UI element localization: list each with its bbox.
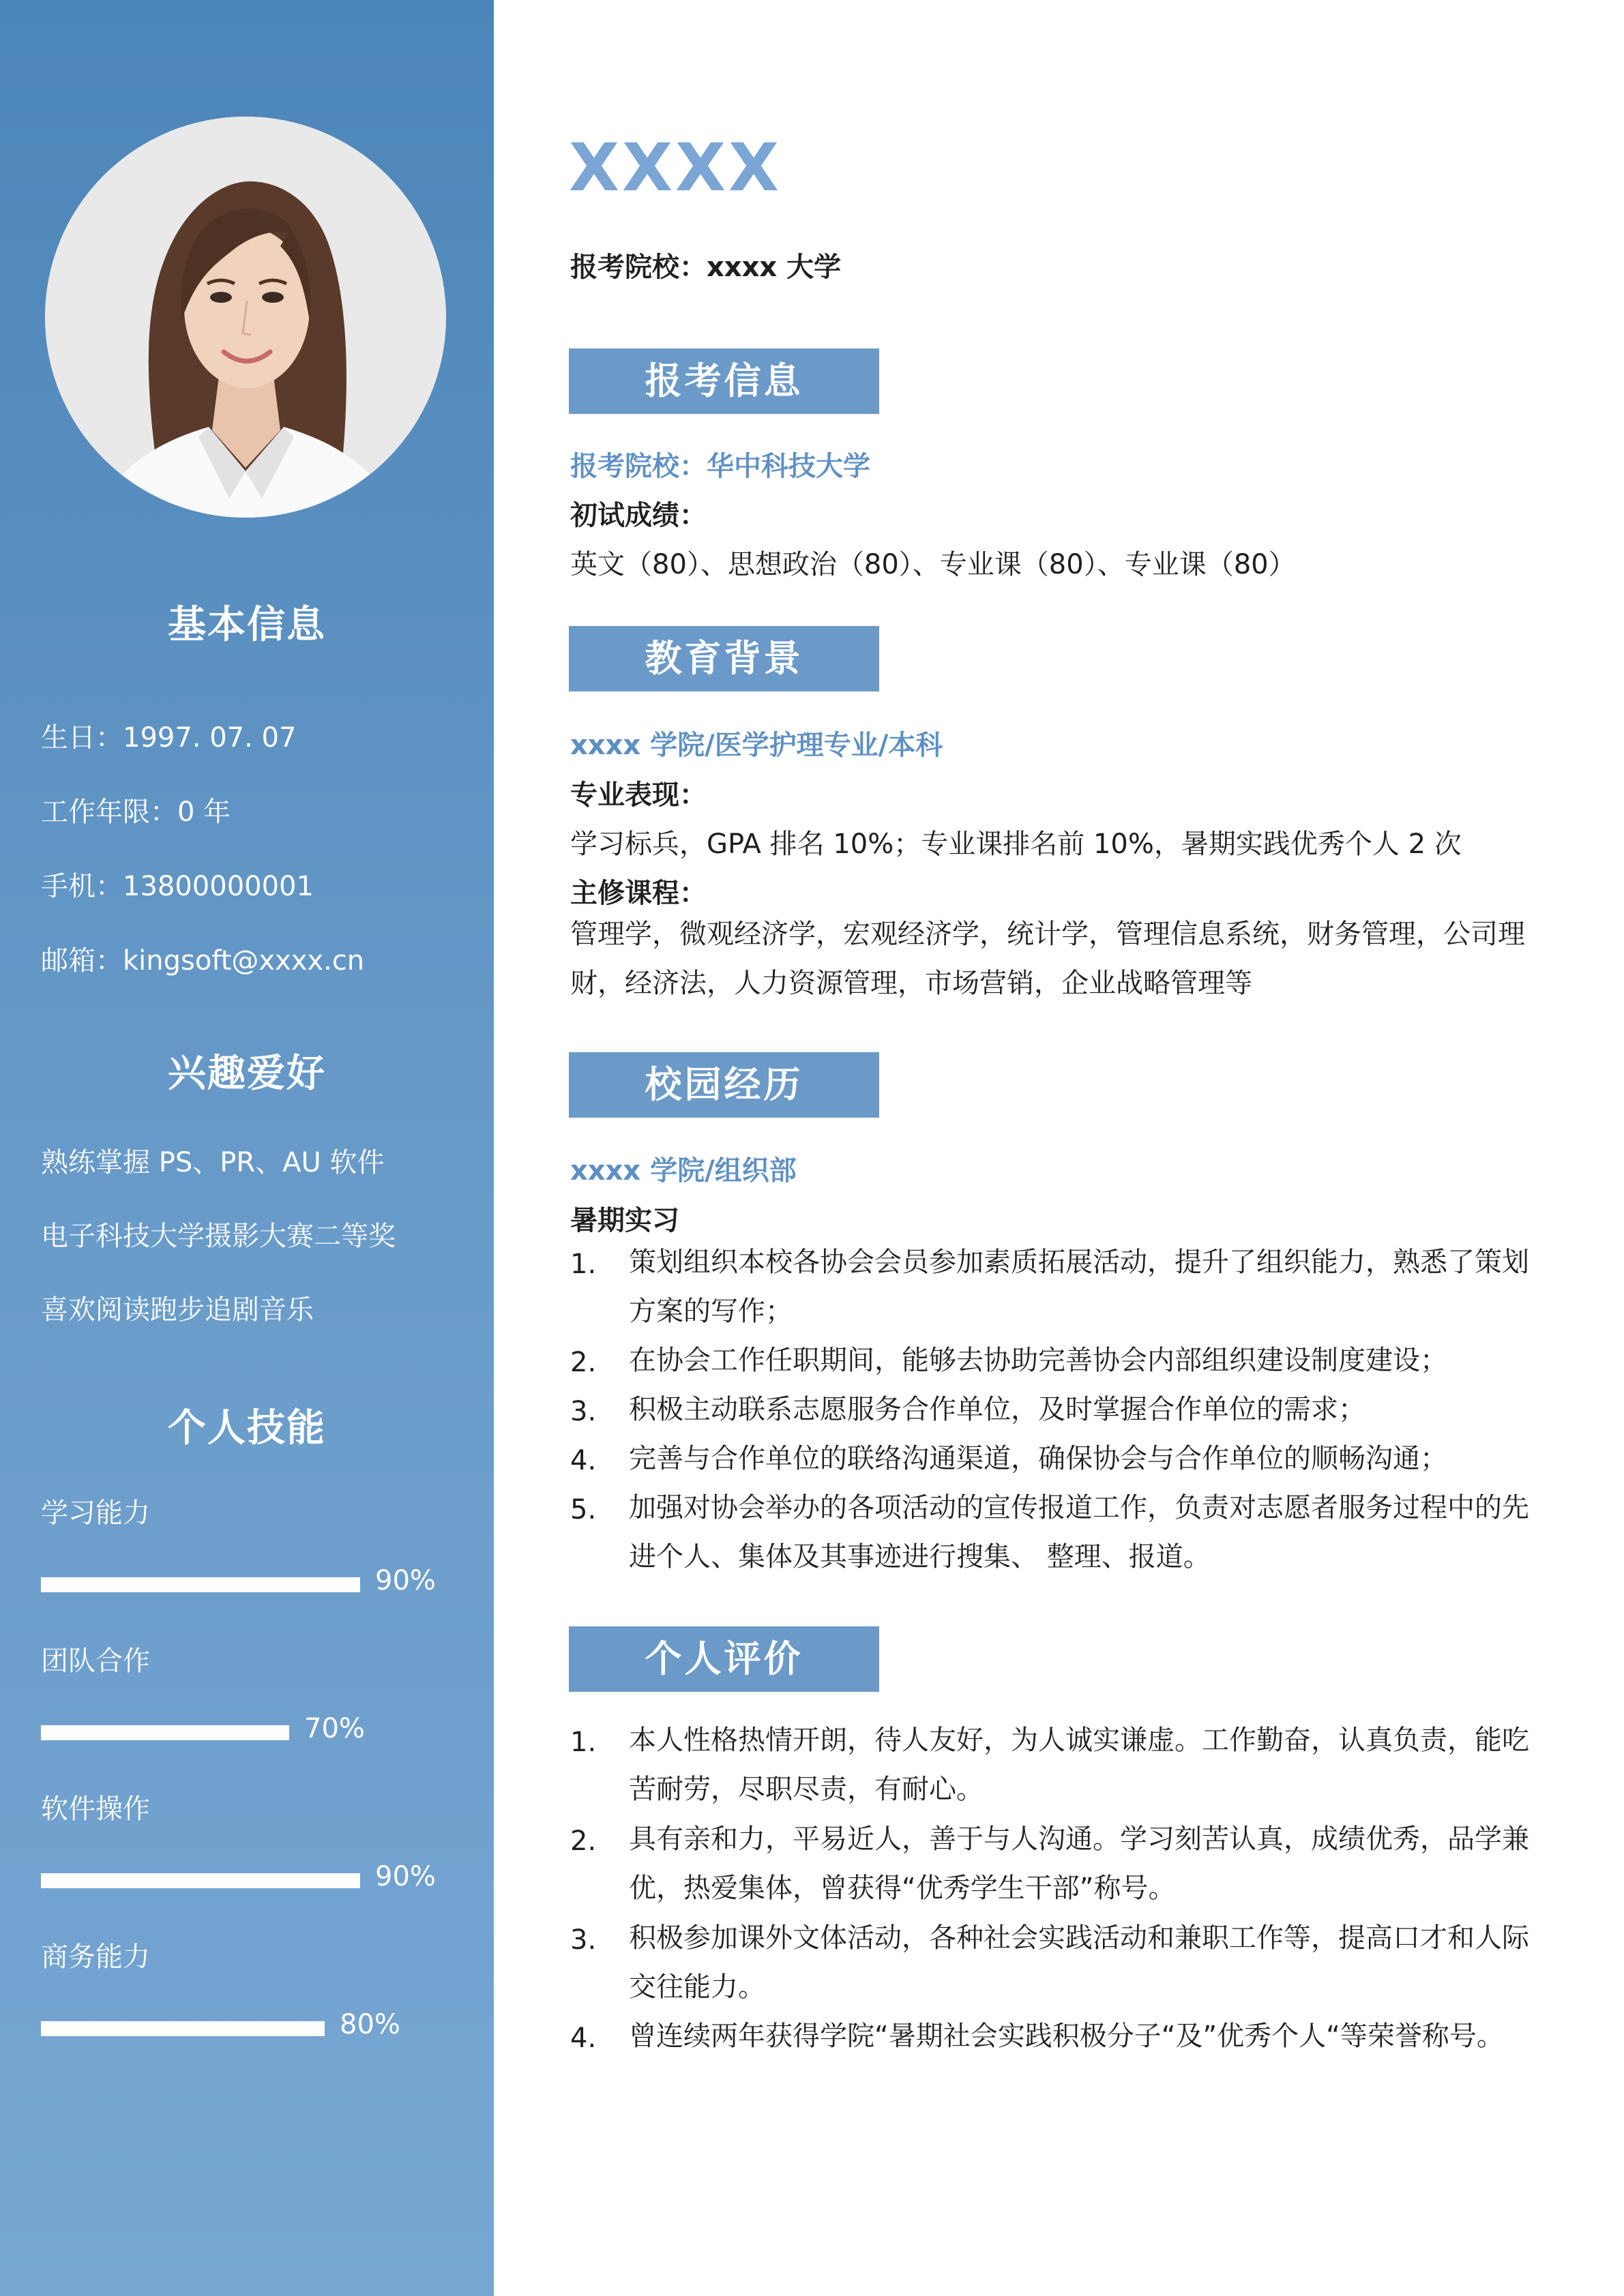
skill-label: 软件操作 <box>41 1793 150 1825</box>
skill-label: 团队合作 <box>41 1645 150 1677</box>
hobby-item: 喜欢阅读跑步追剧音乐 <box>41 1294 314 1326</box>
basic-info-heading: 基本信息 <box>168 603 326 647</box>
list-number: 1. <box>570 1249 597 1280</box>
skills-heading: 个人技能 <box>168 1406 326 1450</box>
profile-photo <box>45 117 446 518</box>
list-number: 4. <box>570 1445 597 1476</box>
list-number: 1. <box>570 1727 597 1758</box>
skill-label: 商务能力 <box>41 1941 150 1973</box>
list-item: 积极主动联系志愿服务合作单位，及时掌握合作单位的需求； <box>629 1394 1365 1425</box>
exam-school: 报考院校：华中科技大学 <box>570 451 870 482</box>
list-item: 加强对协会举办的各项活动的宣传报道工作，负责对志愿者服务过程中的先进个人、集体及其事迹进行搜集、 整理、报道。 <box>629 1492 1529 1572</box>
list-item: 曾连续两年获得学院“暑期社会实践积极分子“及”优秀个人“等荣誉称号。 <box>629 2021 1504 2052</box>
campus-heading: 校园经历 <box>569 1052 879 1118</box>
skill-bar <box>41 1873 360 1888</box>
performance-text: 学习标兵，GPA 排名 10%；专业课排名前 10%，暑期实践优秀个人 2 次 <box>570 829 1462 860</box>
list-item: 完善与合作单位的联络沟通渠道，确保协会与合作单位的顺畅沟通； <box>629 1443 1447 1474</box>
skill-percent: 70% <box>304 1713 365 1744</box>
list-number: 4. <box>570 2023 597 2054</box>
score-label: 初试成绩： <box>570 500 707 531</box>
skill-bar <box>41 2021 325 2036</box>
phone-text: 手机：13800000001 <box>41 871 314 902</box>
email-text: 邮箱：kingsoft@xxxx.cn <box>41 945 365 976</box>
skill-percent: 90% <box>375 1861 436 1892</box>
education-subtitle: xxxx 学院/医学护理专业/本科 <box>570 730 943 761</box>
portrait-photo-icon <box>45 117 446 518</box>
skill-bar <box>41 1577 360 1592</box>
target-school-value: xxxx 大学 <box>707 252 842 283</box>
list-item: 具有亲和力，平易近人，善于与人沟通。学习刻苦认真，成绩优秀，品学兼优，热爱集体，曾获得“优秀学生干部”称号。 <box>629 1823 1529 1904</box>
sidebar <box>0 0 494 2296</box>
exam-info-heading: 报考信息 <box>569 348 879 414</box>
list-number: 2. <box>570 1347 597 1378</box>
skill-label: 学习能力 <box>41 1497 150 1529</box>
list-number: 5. <box>570 1494 597 1525</box>
courses-text: 管理学，微观经济学，宏观经济学，统计学，管理信息系统，财务管理，公司理财，经济法，人力资源管理，市场营销，企业战略管理等 <box>570 919 1525 999</box>
skill-percent: 90% <box>375 1565 436 1596</box>
campus-subtitle: xxxx 学院/组织部 <box>570 1155 797 1187</box>
list-item: 在协会工作任职期间，能够去协助完善协会内部组织建设制度建设； <box>629 1345 1447 1376</box>
list-number: 2. <box>570 1825 597 1857</box>
list-number: 3. <box>570 1924 597 1956</box>
candidate-name: XXXX <box>569 130 782 206</box>
skill-bar <box>41 1725 289 1740</box>
work-years-text: 工作年限：0 年 <box>41 796 231 828</box>
list-item: 本人性格热情开朗，待人友好，为人诚实谦虚。工作勤奋，认真负责，能吃苦耐劳，尽职尽责，有耐心。 <box>629 1725 1529 1805</box>
target-school-label: 报考院校： <box>570 252 707 283</box>
target-school-line <box>570 245 841 284</box>
list-number: 3. <box>570 1396 597 1427</box>
performance-label: 专业表现： <box>570 779 707 811</box>
hobby-item: 熟练掌握 PS、PR、AU 软件 <box>41 1147 385 1178</box>
campus-sub-label: 暑期实习 <box>570 1205 679 1236</box>
education-heading: 教育背景 <box>569 626 879 691</box>
hobby-item: 电子科技大学摄影大赛二等奖 <box>41 1221 396 1252</box>
list-item: 积极参加课外文体活动，各种社会实践活动和兼职工作等，提高口才和人际交往能力。 <box>629 1922 1529 2003</box>
scores-text: 英文（80）、思想政治（80）、专业课（80）、专业课（80） <box>570 549 1296 580</box>
skill-percent: 80% <box>340 2009 400 2040</box>
birthday-text: 生日：1997. 07. 07 <box>41 722 297 754</box>
hobbies-heading: 兴趣爱好 <box>168 1052 326 1096</box>
evaluation-heading: 个人评价 <box>569 1626 879 1692</box>
list-item: 策划组织本校各协会会员参加素质拓展活动，提升了组织能力，熟悉了策划方案的写作； <box>629 1247 1529 1327</box>
courses-label: 主修课程： <box>570 878 707 909</box>
